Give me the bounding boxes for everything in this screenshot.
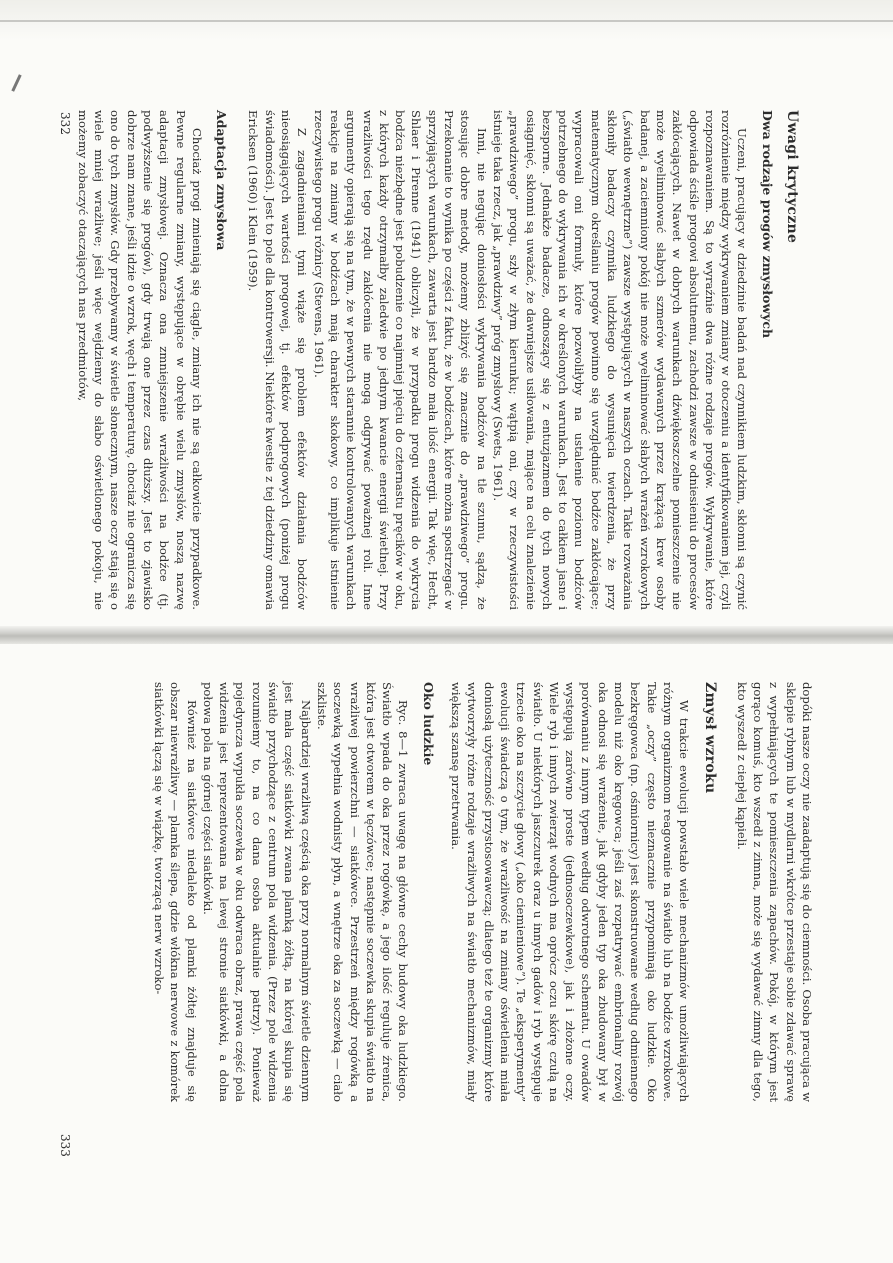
paragraph-subliminal: Z zagadnieniami tymi wiąże się problem efektów działania bodźców nieosiągających wartości progowej, tj. efektów podprogowych (poniżej progu świadomości). Jest to pole dla kontrowersji. Niektóre kwestie z tej dziedziny omawia Ericksen (1960) i Klein (1959).	[246, 110, 310, 610]
heading-adaptation: Adaptacja zmysłowa	[214, 110, 230, 251]
section-heading: Uwagi krytyczne	[784, 110, 800, 244]
paragraph-detection: Uczeni, pracujący w dziedzinie badań nad czynnikiem ludzkim, skłonni są czynić rozróżnienie między wykrywaniem zmiany w otoczeniu a identyfikowaniem jej, czyli rozpoznawaniem. Są to wyraźnie dwa różne rodzaje progów. Wykrywanie, które odpowiada ściśle progowi absolutnemu, zachodzi zawsze w odniesieniu do procesów zakłócających. Nawet w dobrych warunkach dźwiękoszczelne pomieszczenie nie może wyeliminować słabych szmerów wydawanych przez krążącą krew osoby badanej, a zaciemniony pokój nie może wyeliminować słabych wrażeń wzrokowych („światło wewnętrzne”) zawsze występujących w naszych oczach. Takie rozważania skłoniły badaczy czynnika ludzkiego do wysunięcia twierdzenia, że przy matematycznym określaniu progów powinno się uwzględniać bodźce zakłócające; wypracowali oni formuły, które pozwoliłyby na ustalenie poziomu bodźców potrzebnego do wykrywania ich w określonych warunkach. Jest to całkiem jasne i bezsporne. Jednakże badacze, odnoszący się z entuzjazmem do tych nowych osiągnięć, skłonni są uważać, że dawniejsze usiłowania, mające na celu znalezienie „prawdziwego” progu, szły w złym kierunku; wątpią oni, czy w rzeczywistości istnieje taka rzecz, jak „prawdziwy” próg zmysłowy (Swets, 1961).	[490, 110, 750, 610]
right-page	[151, 682, 815, 1102]
paragraph-continuation: dopóki nasze oczy nie zaadaptują się do ciemności. Osoba pracująca w sklepie rybnym lub w mydlarni wkrótce przestaje sobie zdawać sprawę z wypełniających te pomieszczenia zapachów. Pokój, w którym jest gorąco komuś, kto wszedł z zimna, może się wydawać zimny dla tego, kto wyszedł z ciepłej kąpieli.	[734, 682, 814, 1102]
book-gutter	[0, 626, 893, 644]
left-page	[75, 110, 800, 610]
heading-vision: Zmysł wzroku	[701, 682, 718, 794]
paragraph-yellow-spot: Najbardziej wrażliwą częścią oka przy normalnym świetle dziennym jest mała część siatkówki zwana plamką żółtą, na której skupia się światło przychodzące z centrum pola widzenia. (Przez pole widzenia rozumiemy to, na co dana osoba aktualnie patrzy). Ponieważ pojedyncza wypukła soczewka w oku odwraca obraz, prawa część pola widzenia jest reprezentowana na lewej stronie siatkówki, a dolna połowa pola na górnej części siatkówki.	[200, 682, 313, 1102]
subheading-thresholds: Dwa rodzaje progów zmysłowych	[759, 110, 775, 339]
paragraph-blind-spot: Również na siatkówce niedaleko od plamki żółtej znajduje się obszar niewrażliwy — plamka ślepa, gdzie włókna nerwowe z komórek siatkówki łączą się w wiązkę, tworzącą nerw wzroko-	[152, 682, 199, 1102]
paragraph-eye-structure: Ryc. 8—1 zwraca uwagę na główne cechy budowy oka ludzkiego. Światło wpada do oka przez rogówkę, a jego ilość reguluje źrenica, która jest otworem w tęczówce; następnie soczewka skupia światło na wrażliwej powierzchni — siatkówce. Przestrzeń między rogówką a soczewką wypełnia wodnisty płyn, a wnętrze oka za soczewką — ciało szkliste.	[314, 682, 411, 1102]
heading-human-eye: Oko ludzkie	[420, 682, 436, 766]
pencil-mark	[11, 74, 21, 92]
paragraph-true-threshold: Inni, nie negując doniosłości wykrywania bodźców na tle szumu, sądzą, że stosując dobre metody, możemy zbliżyć się znacznie do „prawdziwego” progu. Przekonanie to wynika po części z faktu, że w bodźcach, które można spostrzegać w sprzyjających warunkach, zawarta jest bardzo mała ilość energii. Tak więc, Hecht, Shlaer i Pirenne (1941) obliczyli, że w przypadku progu widzenia do wykrycia bodźca niezbędne jest pobudzenie co najmniej pięciu do czternastu pręcików w oku, z których każdy otrzymałby zaledwie po jednym kwancie energii świetlnej. Przy wrażliwości tego rzędu zakłócenia nie mogą odgrywać poważnej roli. Inne argumenty opierają się na tym, że w pewnych starannie kontrolowanych warunkach reakcje na zmiany w bodźcach mają charakter skokowy, co implikuje istnienie rzeczywistego progu różnicy (Stevens, 1961).	[311, 110, 489, 610]
page-number-left: 332	[58, 112, 72, 135]
page-number-right: 333	[58, 1134, 72, 1157]
scan-line-top	[0, 20, 893, 22]
paragraph-vision: W trakcie ewolucji powstało wiele mechanizmów umożliwiających różnym organizmom reagowanie na światło lub na bodźce wzrokowe. Takie „oczy” często nieznacznie przypominają oko ludzkie. Oko bezkręgowca (np. ośmiornicy) jest skonstruowane według odmiennego modelu niż oko kręgowca; jeśli zaś rozpatrywać embrionalny rozwój oka odnosi się wrażenie, jak gdyby jeden typ oka zbudowany był w porównaniu z innym typem według odwrotnego schematu. U owadów występują zarówno proste (jednosoczewkowe), jak i złożone oczy. Wiele ryb i innych zwierząt wodnych ma oprócz oczu skórę czułą na światło. U niektórych jaszczurek oraz u innych gadów i ryb występuje trzecie oko na szczycie głowy („oko ciemieniowe”). Te „eksperymenty” ewolucji świadczą o tym, że wrażliwość na zmiany oświetlenia miała doniosłą użyteczność przystosowawczą; dlatego też te organizmy które wytworzyły różne rodzaje wrażliwych na światło mechanizmów, miały większą szansę przetrwania.	[449, 682, 692, 1102]
paragraph-adaptation: Chociaż progi zmieniają się ciągle, zmiany ich nie są całkowicie przypadkowe. Pewne regularne zmiany, występujące w obrębie wielu zmysłów, noszą nazwę adaptacji zmysłowej. Oznacza ona zmniejszenie wrażliwości na bodźce (tj. podwyższenie się progów), gdy trwają one przez czas dłuższy. Jest to zjawisko dobrze nam znane, jeśli idzie o wzrok, węch i temperaturę, chociaż nie ogranicza się ono do tych zmysłów. Gdy przebywamy w świetle słonecznym, nasze oczy stają się o wiele mniej wrażliwe; jeśli więc wejdziemy do słabo oświetlonego pokoju, nie możemy zobaczyć otaczających nas przedmiotów,	[75, 110, 204, 610]
